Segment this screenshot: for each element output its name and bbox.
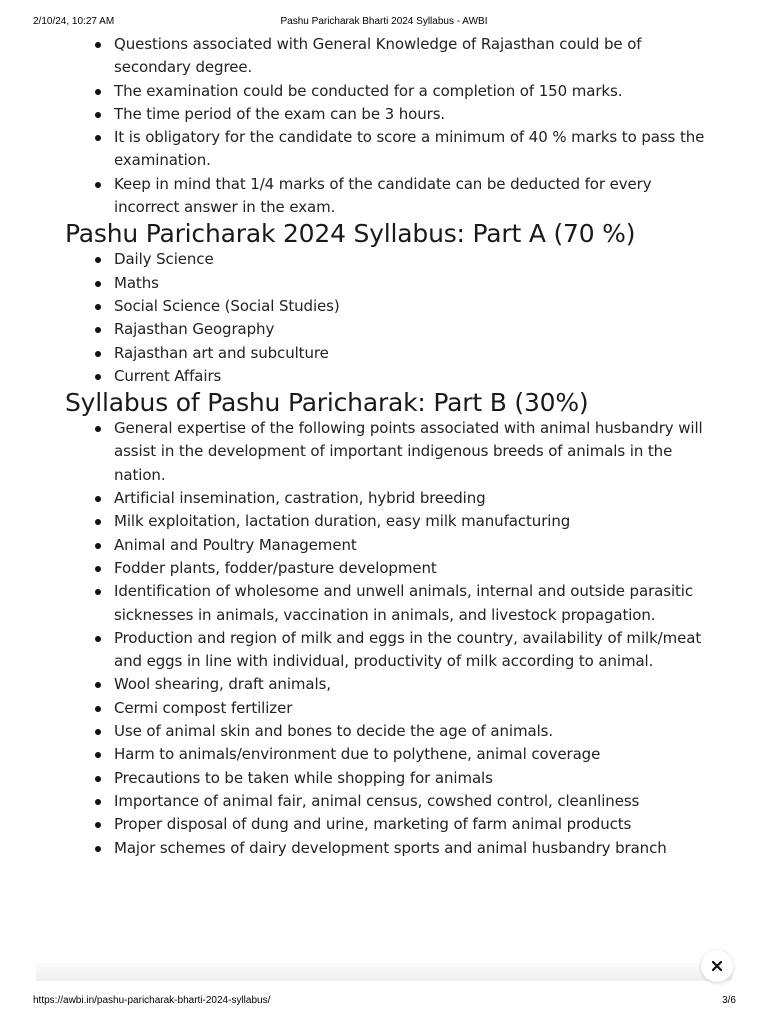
list-item: Artificial insemination, castration, hybrid breeding bbox=[114, 487, 705, 510]
list-item: Use of animal skin and bones to decide the age of animals. bbox=[114, 720, 705, 743]
list-item: Maths bbox=[114, 272, 705, 295]
close-icon bbox=[712, 961, 722, 971]
list-item: The examination could be conducted for a completion of 150 marks. bbox=[114, 80, 705, 103]
print-datetime: 2/10/24, 10:27 AM bbox=[33, 16, 115, 27]
exam-details-list bbox=[65, 33, 705, 219]
print-page-title: Pashu Paricharak Bharti 2024 Syllabus - AWBI bbox=[280, 16, 488, 27]
list-item: Milk exploitation, lactation duration, easy milk manufacturing bbox=[114, 510, 705, 533]
list-item: Rajasthan art and subculture bbox=[114, 342, 705, 365]
list-item: Harm to animals/environment due to polythene, animal coverage bbox=[114, 743, 705, 766]
list-item: Keep in mind that 1/4 marks of the candidate can be deducted for every incorrect answer in the exam. bbox=[114, 173, 705, 220]
list-item: Current Affairs bbox=[114, 365, 705, 388]
close-ad-button[interactable] bbox=[701, 950, 733, 982]
list-item: Major schemes of dairy development sports and animal husbandry branch bbox=[114, 837, 705, 860]
list-item: Identification of wholesome and unwell animals, internal and outside parasitic sicknesses in animals, vaccination in animals, and livestock propagation. bbox=[114, 580, 705, 627]
article-content bbox=[65, 33, 705, 860]
list-item: Fodder plants, fodder/pasture development bbox=[114, 557, 705, 580]
list-item: Importance of animal fair, animal census, cowshed control, cleanliness bbox=[114, 790, 705, 813]
list-item: The time period of the exam can be 3 hours. bbox=[114, 103, 705, 126]
print-url: https://awbi.in/pashu-paricharak-bharti-2024-syllabus/ bbox=[33, 995, 271, 1006]
part-b-heading: Syllabus of Pashu Paricharak: Part B (30%) bbox=[65, 388, 589, 418]
list-item: Animal and Poultry Management bbox=[114, 534, 705, 557]
part-a-list bbox=[65, 248, 705, 388]
list-item: Rajasthan Geography bbox=[114, 318, 705, 341]
print-header bbox=[0, 14, 768, 28]
part-b-list bbox=[65, 417, 705, 860]
print-page-number: 3/6 bbox=[722, 995, 736, 1006]
list-item: Proper disposal of dung and urine, marketing of farm animal products bbox=[114, 813, 705, 836]
list-item: Social Science (Social Studies) bbox=[114, 295, 705, 318]
sticky-ad-strip bbox=[36, 963, 732, 981]
list-item: General expertise of the following points associated with animal husbandry will assist in the development of important indigenous breeds of animals in the nation. bbox=[114, 417, 705, 487]
list-item: It is obligatory for the candidate to score a minimum of 40 % marks to pass the examination. bbox=[114, 126, 705, 173]
list-item: Precautions to be taken while shopping for animals bbox=[114, 767, 705, 790]
list-item: Daily Science bbox=[114, 248, 705, 271]
list-item: Cermi compost fertilizer bbox=[114, 697, 705, 720]
list-item: Questions associated with General Knowledge of Rajasthan could be of secondary degree. bbox=[114, 33, 705, 80]
part-a-heading: Pashu Paricharak 2024 Syllabus: Part A (70 %) bbox=[65, 219, 636, 249]
list-item: Production and region of milk and eggs in the country, availability of milk/meat and eggs in line with individual, productivity of milk according to animal. bbox=[114, 627, 705, 674]
list-item: Wool shearing, draft animals, bbox=[114, 673, 705, 696]
